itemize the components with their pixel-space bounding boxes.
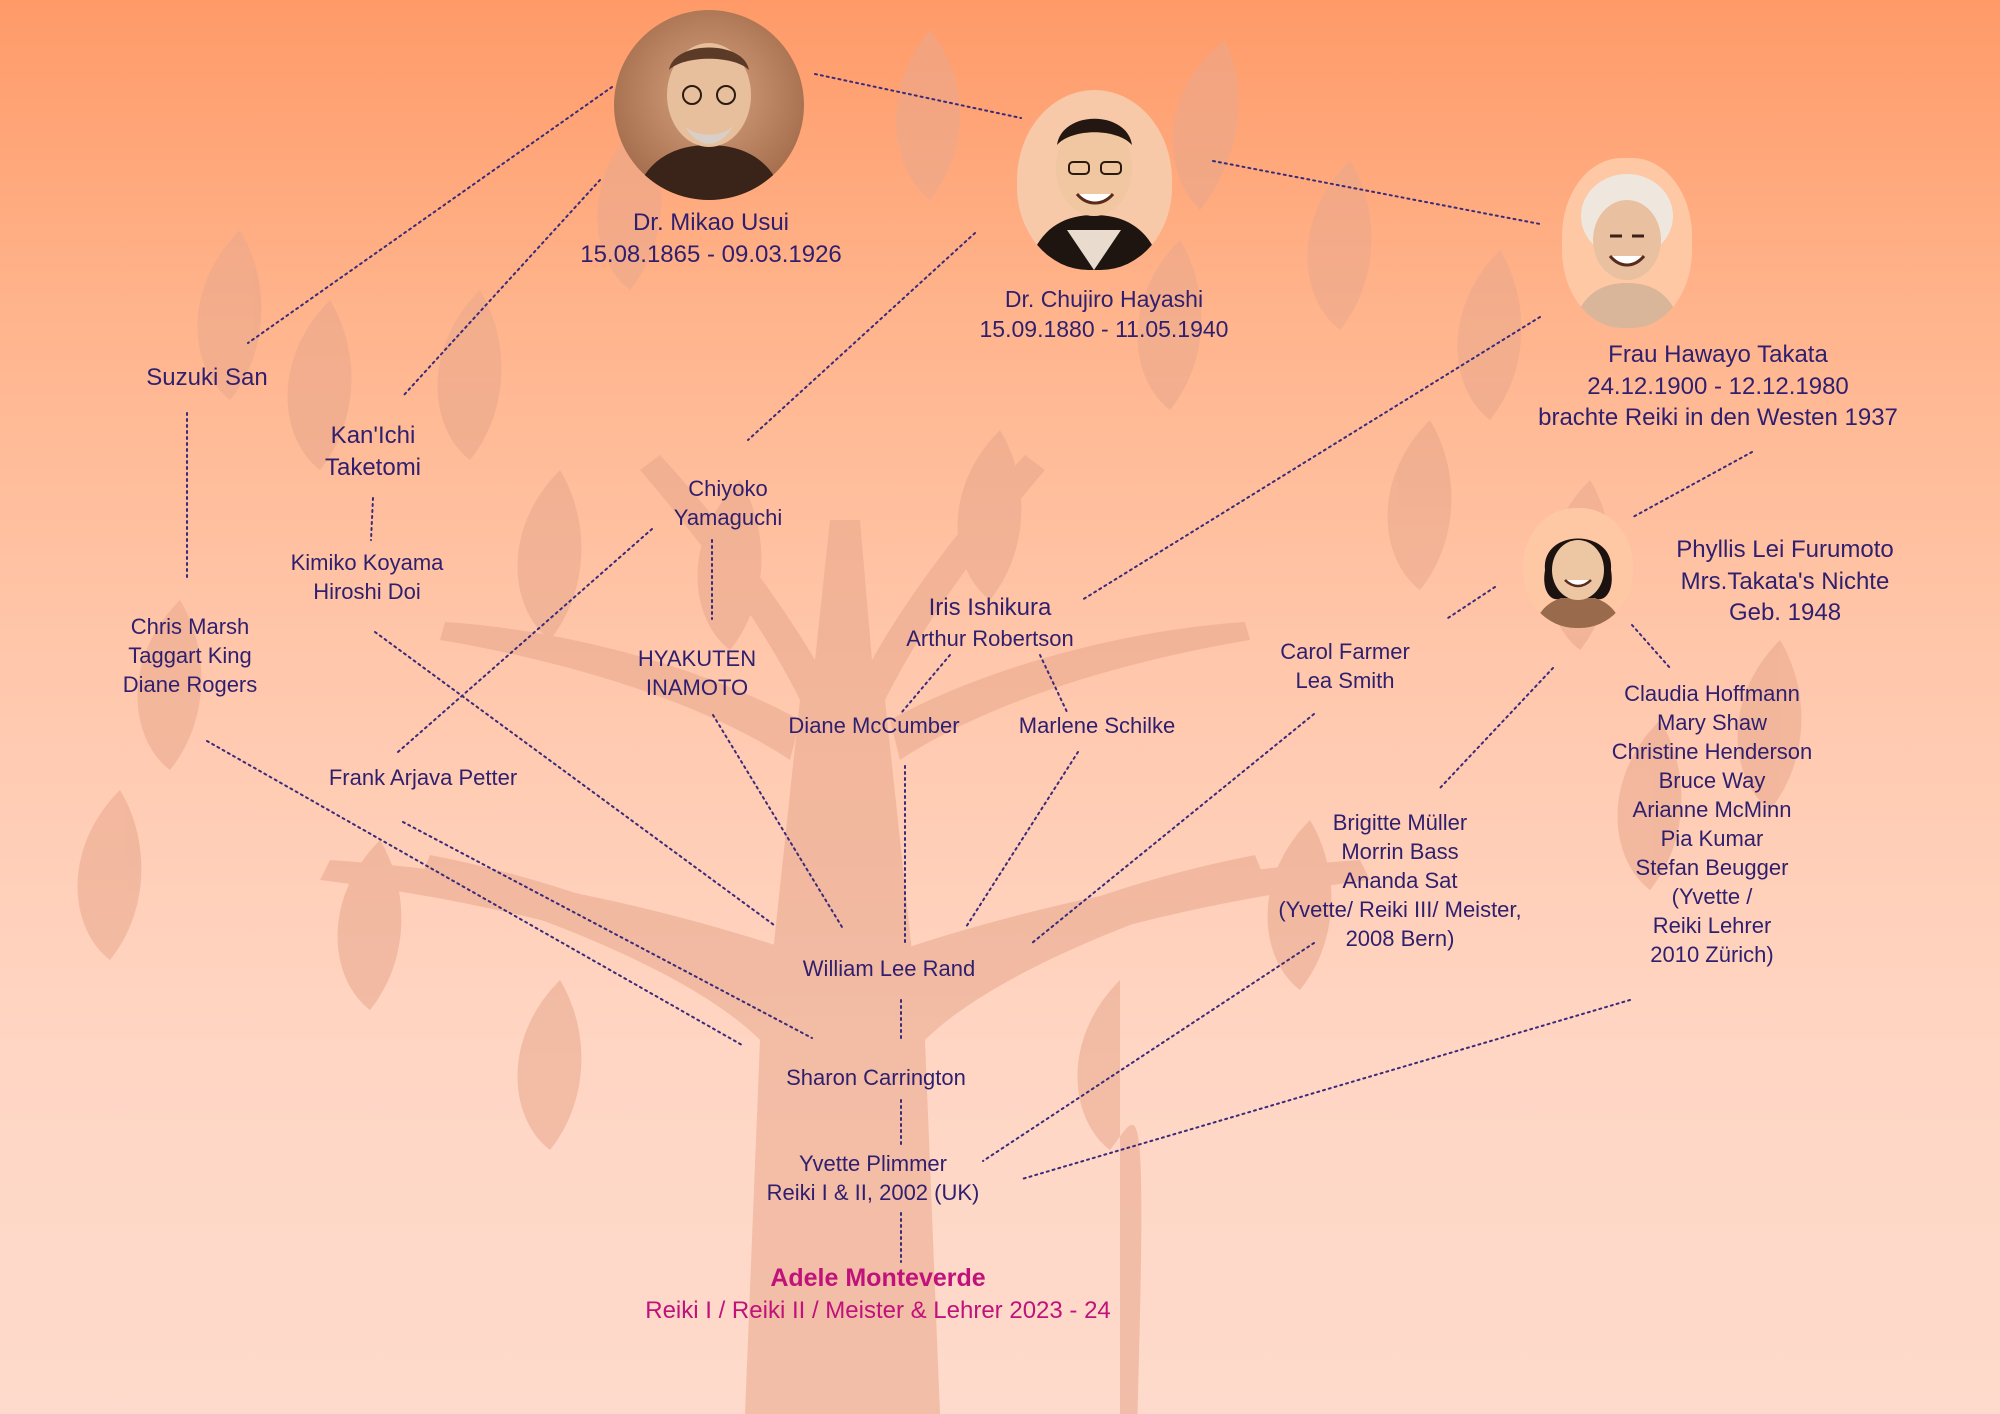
final-name: Adele Monteverde: [770, 1264, 986, 1292]
node-label: Carol Farmer: [1280, 639, 1410, 664]
node-label: Sharon Carrington: [786, 1065, 966, 1090]
connector-line: [983, 943, 1314, 1161]
node-label: Arianne McMinn: [1632, 797, 1792, 823]
node-iris: [906, 592, 1074, 653]
connector-line: [1022, 1000, 1630, 1179]
master-name: Dr. Mikao Usui: [632, 209, 790, 236]
connector-line: [403, 822, 812, 1038]
master-name: Frau Hawayo Takata: [1608, 341, 1828, 368]
connector-line: [248, 87, 612, 343]
master-dates: 15.08.1865 - 09.03.1926: [580, 240, 842, 268]
node-label: Chris Marsh: [130, 614, 250, 639]
node-frank: [329, 763, 517, 792]
node-label: Reiki Lehrer: [1652, 913, 1772, 939]
node-label: Diane McCumber: [788, 713, 960, 738]
node-label: INAMOTO: [645, 675, 749, 701]
node-label: Taketomi: [324, 453, 422, 481]
node-suzuki: [146, 362, 267, 394]
master-furumoto: [1676, 534, 1893, 629]
node-label: (Yvette/ Reiki III/ Meister,: [1278, 897, 1522, 923]
node-label: Bruce Way: [1658, 768, 1766, 794]
connector-line: [1213, 161, 1540, 224]
node-kanichi: [325, 420, 421, 483]
node-label: Taggart King: [128, 643, 252, 669]
node-label: Marlene Schilke: [1018, 713, 1176, 738]
node-koyama: [291, 548, 444, 606]
connector-line: [1633, 452, 1752, 517]
master-name: Dr. Chujiro Hayashi: [1004, 286, 1204, 312]
node-label: Reiki I & II, 2002 (UK): [766, 1180, 980, 1206]
node-label: Lea Smith: [1295, 668, 1395, 694]
node-label: Stefan Beugger: [1635, 855, 1789, 881]
node-label: Yvette Plimmer: [799, 1151, 947, 1176]
node-label: 2010 Zürich): [1650, 942, 1774, 968]
connector-line: [966, 752, 1078, 927]
node-label: Kimiko Koyama: [290, 550, 444, 575]
master-takata: [1538, 339, 1898, 434]
node-label: Arthur Robertson: [906, 625, 1074, 651]
node-william: [803, 954, 975, 983]
node-brigitte: [1278, 808, 1521, 953]
connector-line: [1448, 587, 1495, 618]
connector-line: [1082, 317, 1540, 600]
node-label: HYAKUTEN: [637, 646, 757, 671]
node-label: Kan'Ichi: [330, 422, 416, 449]
node-label: Chiyoko: [688, 476, 768, 501]
node-label: Ananda Sat: [1342, 868, 1458, 894]
node-label: (Yvette /: [1671, 884, 1753, 910]
node-adele: [645, 1262, 1111, 1327]
node-label: Hiroshi Doi: [313, 579, 421, 605]
master-note: brachte Reiki in den Westen 1937: [1538, 404, 1898, 432]
node-marlene: [1019, 711, 1176, 740]
node-label: Yamaguchi: [673, 505, 783, 531]
node-label: Claudia Hoffmann: [1624, 681, 1800, 706]
connector-line: [815, 74, 1021, 118]
node-sharon: [786, 1063, 966, 1092]
connector-line: [1632, 625, 1670, 668]
connector-line: [403, 180, 600, 396]
master-name: Phyllis Lei Furumoto: [1676, 536, 1894, 563]
master-hayashi: [980, 284, 1229, 345]
portrait-takata-icon: [1562, 158, 1692, 328]
final-detail: Reiki I / Reiki II / Meister & Lehrer 2023 - 24: [645, 1297, 1111, 1324]
connector-line: [902, 655, 950, 712]
connector-line: [1440, 668, 1553, 788]
node-claudia: [1612, 679, 1813, 969]
node-label: Frank Arjava Petter: [328, 765, 518, 790]
master-usui: [580, 207, 842, 270]
node-carol: [1280, 637, 1410, 695]
node-diane-mccumber: [788, 711, 959, 740]
node-label: Brigitte Müller: [1332, 810, 1468, 835]
master-dates: 24.12.1900 - 12.12.1980: [1587, 372, 1849, 400]
master-born: Geb. 1948: [1728, 599, 1842, 627]
node-label: Morrin Bass: [1341, 839, 1459, 865]
connector-line: [1032, 714, 1314, 943]
node-label: 2008 Bern): [1345, 926, 1455, 952]
node-label: Diane Rogers: [122, 672, 258, 698]
portrait-hayashi-icon: [1017, 90, 1172, 270]
portrait-furumoto-icon: [1523, 508, 1633, 628]
node-yvette: [767, 1149, 980, 1207]
node-label: William Lee Rand: [802, 956, 976, 981]
node-label: Suzuki San: [146, 364, 268, 391]
node-chiyoko: [674, 474, 782, 532]
portrait-usui-icon: [614, 10, 804, 200]
node-label: Pia Kumar: [1660, 826, 1764, 852]
node-label: Mary Shaw: [1656, 710, 1768, 736]
master-relation: Mrs.Takata's Nichte: [1680, 567, 1890, 595]
node-chris: [123, 612, 258, 699]
node-label: Christine Henderson: [1611, 739, 1813, 765]
node-hyakuten: [638, 644, 756, 702]
master-dates: 15.09.1880 - 11.05.1940: [979, 316, 1229, 343]
connector-line: [1040, 655, 1067, 712]
connector-line: [371, 498, 373, 540]
node-label: Iris Ishikura: [928, 594, 1052, 621]
